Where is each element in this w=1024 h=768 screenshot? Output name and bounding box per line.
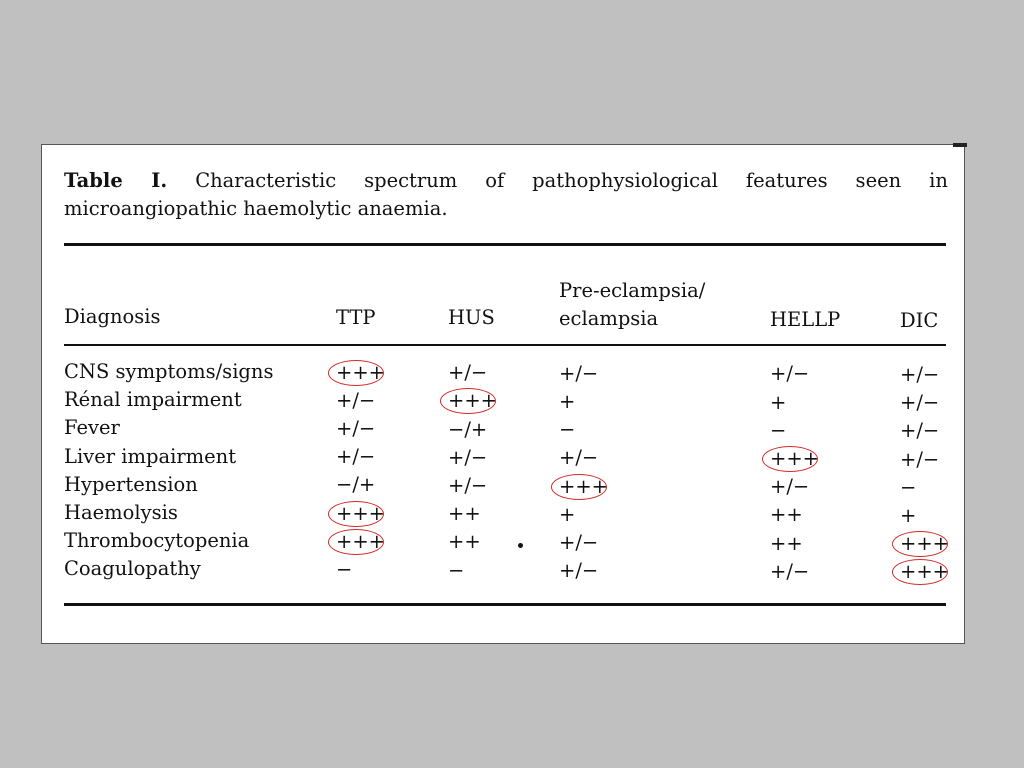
cell-hus: ++: [448, 530, 481, 554]
cell-feature: CNS symptoms/signs: [64, 360, 274, 383]
cell-dic: +/−: [900, 363, 940, 386]
scan-artifact: [953, 143, 967, 147]
header-diagnosis: Diagnosis: [64, 305, 161, 328]
cell-ttp: −: [336, 558, 353, 581]
cell-hus: −/+: [448, 417, 488, 441]
cell-feature: Fever: [64, 416, 120, 440]
cell-preeclampsia: +: [559, 390, 576, 413]
cell-preeclampsia: +/−: [559, 361, 599, 385]
cell-ttp: −/+: [336, 473, 376, 497]
cell-ttp: +/−: [336, 388, 376, 412]
cell-hellp: ++: [770, 531, 803, 555]
cell-feature: Hypertension: [64, 472, 198, 496]
cell-ttp: +/−: [336, 417, 376, 440]
cell-dic: +/−: [900, 391, 940, 415]
table-caption-label: Table I.: [64, 169, 168, 192]
cell-dic: +/−: [900, 419, 940, 443]
cell-feature: Rénal impairment: [64, 388, 242, 412]
cell-dic: +: [900, 504, 917, 527]
cell-feature: Coagulopathy: [64, 557, 201, 581]
cell-feature: Liver impairment: [64, 444, 237, 468]
header-hellp: HELLP: [770, 308, 841, 331]
cell-preeclampsia: −: [559, 418, 576, 442]
cell-ttp: +++: [336, 529, 386, 553]
cell-preeclampsia: +/−: [559, 531, 599, 554]
cell-hus: −: [448, 558, 465, 582]
cell-hellp: +/−: [770, 559, 810, 583]
cell-hellp: +/−: [770, 362, 810, 386]
table-top-rule: [64, 243, 946, 246]
table-caption-text: Characteristic spectrum of pathophysiological features seen in microangiopathic haemolytic anaemia.: [64, 169, 948, 220]
table-caption: [64, 167, 948, 223]
header-ttp: TTP: [336, 306, 376, 329]
cell-hellp: +++: [770, 447, 820, 470]
scanned-table-page: [41, 144, 965, 644]
header-dic: DIC: [900, 309, 939, 332]
cell-ttp: +++: [336, 501, 386, 525]
cell-dic: −: [900, 475, 917, 499]
table-bottom-rule: [64, 603, 946, 606]
cell-hus: +/−: [448, 361, 488, 385]
cell-hus: ++: [448, 502, 481, 526]
cell-ttp: +++: [336, 360, 386, 384]
cell-preeclampsia: +: [559, 502, 576, 526]
cell-dic: +++: [900, 532, 950, 556]
cell-hus: +++: [448, 389, 498, 413]
cell-feature: Haemolysis: [64, 501, 178, 524]
table-header-rule: [64, 344, 946, 346]
cell-hus: +/−: [448, 474, 488, 497]
cell-preeclampsia: +++: [559, 474, 609, 498]
cell-hellp: +: [770, 390, 787, 414]
cell-hellp: +/−: [770, 475, 810, 499]
cell-feature: Thrombocytopenia: [64, 529, 250, 553]
cell-hus: +/−: [448, 445, 488, 469]
header-preeclampsia-line1: Pre-eclampsia/: [559, 279, 706, 302]
cell-hellp: ++: [770, 503, 803, 527]
cell-preeclampsia: +/−: [559, 446, 599, 470]
cell-dic: +/−: [900, 447, 940, 471]
header-preeclampsia-line2: eclampsia: [559, 307, 659, 330]
cell-ttp: +/−: [336, 445, 376, 469]
cell-dic: +++: [900, 560, 950, 584]
cell-preeclampsia: +/−: [559, 559, 599, 583]
cell-hellp: −: [770, 418, 787, 442]
header-hus: HUS: [448, 306, 495, 329]
scan-speck: [518, 543, 523, 548]
